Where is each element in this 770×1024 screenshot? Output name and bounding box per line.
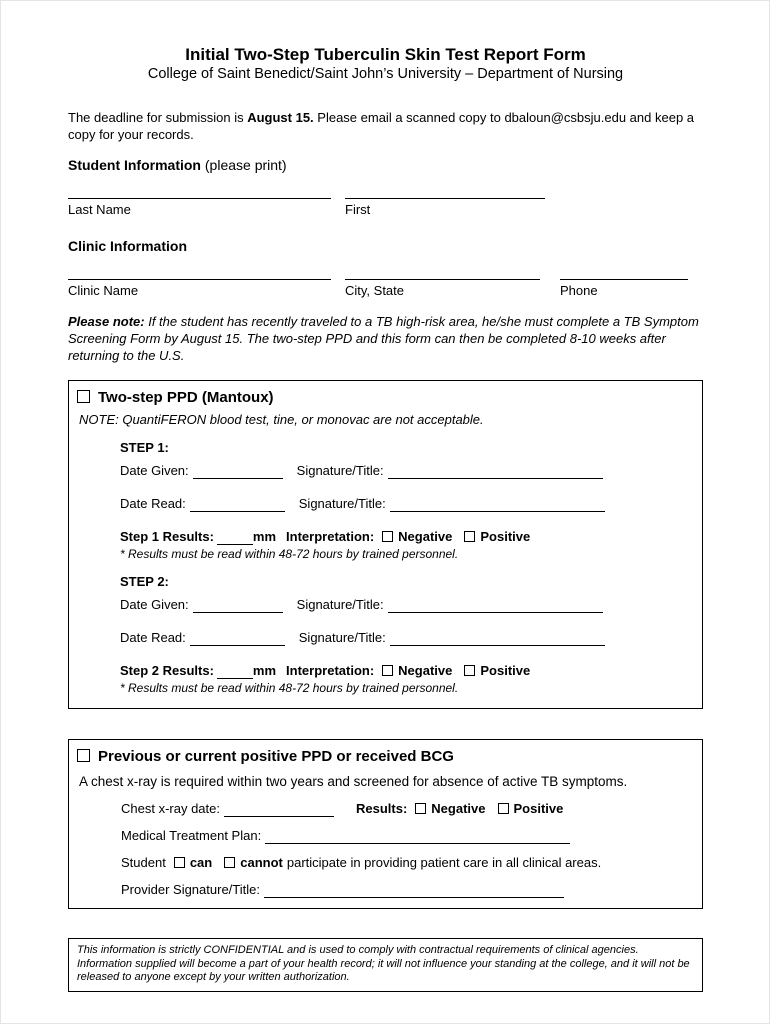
xray-date-line[interactable]: [224, 803, 334, 817]
last-name-field: [68, 184, 331, 218]
xray-date-label: Chest x-ray date:: [121, 801, 220, 816]
treatment-plan-line[interactable]: [265, 830, 570, 844]
travel-note-lead: Please note:: [68, 314, 145, 329]
city-state-label: City, State: [345, 283, 405, 298]
step-1-read-signature-line[interactable]: [390, 498, 605, 512]
step-2-results-label: Step 2 Results:: [120, 663, 214, 678]
participate-text: participate in providing patient care in all clinical areas.: [286, 855, 602, 870]
step-1-results-line[interactable]: [217, 531, 253, 545]
step-2-read-signature-line[interactable]: [390, 632, 605, 646]
deadline-date: August 15.: [247, 110, 314, 125]
xray-positive-label: Positive: [513, 801, 564, 816]
ppd-section-title: Two-step PPD (Mantoux): [98, 389, 274, 406]
deadline-text-after: Please email a scanned copy to dbaloun@csbsju.edu and keep a copy for your records.: [68, 110, 695, 142]
step-2-footnote: * Results must be read within 48-72 hours by trained personnel.: [120, 681, 459, 695]
step-1-interpretation-label: Interpretation:: [286, 529, 375, 544]
can-label: can: [189, 855, 213, 870]
step-2-date-read-line[interactable]: [190, 632, 285, 646]
xray-negative-label: Negative: [431, 801, 486, 816]
step-2-date-given-label: Date Given:: [120, 597, 189, 612]
clinic-info-heading-text: Clinic Information: [68, 238, 187, 254]
bcg-content: [121, 801, 692, 898]
step-1-mm-label: mm: [252, 529, 277, 544]
confidentiality-text: This information is strictly CONFIDENTIAL and is used to comply with contractual requirements of clinical agencies. Information supplied will become a part of your health record; it will not influence your standing at the college, and it will not be released to anyone except by your written authorization.: [77, 944, 690, 983]
bcg-section-checkbox[interactable]: [77, 749, 90, 762]
step-1-given-signature-line[interactable]: [388, 465, 603, 479]
clinic-info-heading: [68, 238, 703, 255]
xray-results-label: Results:: [356, 801, 408, 816]
step-1-date-read-line[interactable]: [190, 498, 285, 512]
step-2-positive-label: Positive: [480, 663, 531, 678]
last-name-input-line[interactable]: [68, 184, 331, 199]
step-1-negative-label: Negative: [398, 529, 453, 544]
step-1-date-given-label: Date Given:: [120, 463, 189, 478]
step-2-date-read-row: [120, 630, 692, 646]
travel-note: [68, 313, 703, 364]
step-1-results-label: Step 1 Results:: [120, 529, 214, 544]
treatment-plan-label: Medical Treatment Plan:: [121, 828, 262, 843]
step-2-positive-checkbox[interactable]: [464, 665, 475, 676]
travel-note-body: If the student has recently traveled to a TB high-risk area, he/she must complete a TB Symptom Screening Form by August 15. The two-step PPD and this form can then be completed 8-10 weeks after returning to the U.S.: [68, 314, 699, 363]
clinic-name-input-line[interactable]: [68, 265, 331, 280]
step-1-date-given-line[interactable]: [193, 465, 283, 479]
bcg-section-title-row: [77, 748, 692, 765]
step-2-block: [120, 574, 692, 696]
xray-negative-checkbox[interactable]: [415, 803, 426, 814]
step-2-given-signature-label: Signature/Title:: [296, 597, 384, 612]
phone-field: [560, 265, 688, 299]
step-2-heading: STEP 2:: [120, 574, 169, 589]
step-1-date-read-label: Date Read:: [120, 496, 186, 511]
bcg-section-box: [68, 739, 703, 909]
city-state-field: [345, 265, 540, 299]
step-1-negative-checkbox[interactable]: [382, 531, 393, 542]
page-title: Initial Two-Step Tuberculin Skin Test Report Form: [185, 45, 586, 64]
step-2-results-line[interactable]: [217, 665, 253, 679]
step-2-mm-label: mm: [252, 663, 277, 678]
step-2-results-row: [120, 663, 692, 679]
step-2-date-read-label: Date Read:: [120, 630, 186, 645]
xray-positive-checkbox[interactable]: [498, 803, 509, 814]
ppd-section-checkbox[interactable]: [77, 390, 90, 403]
step-1-date-read-row: [120, 496, 692, 512]
student-participation-label: Student: [121, 855, 166, 870]
step-1-results-row: [120, 529, 692, 545]
phone-label: Phone: [560, 283, 598, 298]
first-name-field: [345, 184, 545, 218]
ppd-note: NOTE: QuantiFERON blood test, tine, or monovac are not acceptable.: [79, 412, 484, 427]
city-state-input-line[interactable]: [345, 265, 540, 280]
phone-input-line[interactable]: [560, 265, 688, 280]
step-2-given-signature-line[interactable]: [388, 599, 603, 613]
student-info-heading-note: (please print): [201, 157, 287, 173]
clinic-fields-row: [68, 265, 703, 299]
step-1-positive-label: Positive: [480, 529, 531, 544]
step-2-interpretation-label: Interpretation:: [286, 663, 375, 678]
cannot-checkbox[interactable]: [224, 857, 235, 868]
step-1-positive-checkbox[interactable]: [464, 531, 475, 542]
can-checkbox[interactable]: [174, 857, 185, 868]
step-1-footnote: * Results must be read within 48-72 hours by trained personnel.: [120, 547, 459, 561]
deadline-paragraph: [68, 109, 703, 143]
step-1-given-signature-label: Signature/Title:: [296, 463, 384, 478]
xray-date-row: [121, 801, 692, 817]
student-participation-row: [121, 855, 692, 871]
step-2-date-given-row: [120, 597, 692, 613]
step-2-negative-label: Negative: [398, 663, 453, 678]
first-name-input-line[interactable]: [345, 184, 545, 199]
step-1-block: [120, 440, 692, 562]
cannot-label: cannot: [240, 855, 283, 870]
step-1-heading: STEP 1:: [120, 440, 169, 455]
confidentiality-box: [68, 938, 703, 992]
treatment-plan-row: [121, 828, 692, 844]
step-2-date-given-line[interactable]: [193, 599, 283, 613]
page-subtitle: College of Saint Benedict/Saint John’s University – Department of Nursing: [147, 66, 624, 82]
ppd-section-title-row: [77, 389, 692, 406]
provider-signature-line[interactable]: [264, 884, 564, 898]
clinic-name-field: [68, 265, 331, 299]
clinic-name-label: Clinic Name: [68, 283, 139, 298]
step-1-read-signature-label: Signature/Title:: [298, 496, 386, 511]
provider-signature-label: Provider Signature/Title:: [121, 882, 260, 897]
bcg-description: A chest x-ray is required within two years and screened for absence of active TB symptoms.: [79, 774, 628, 789]
student-fields-row: [68, 184, 703, 218]
last-name-label: Last Name: [68, 202, 131, 217]
first-name-label: First: [345, 202, 371, 217]
ppd-section-box: [68, 380, 703, 709]
step-2-read-signature-label: Signature/Title:: [298, 630, 386, 645]
step-1-date-given-row: [120, 463, 692, 479]
student-info-heading-text: Student Information: [68, 157, 201, 173]
student-info-heading: [68, 157, 703, 174]
step-2-negative-checkbox[interactable]: [382, 665, 393, 676]
provider-signature-row: [121, 882, 692, 898]
deadline-text-before: The deadline for submission is: [68, 110, 248, 125]
bcg-section-title: Previous or current positive PPD or received BCG: [98, 748, 454, 765]
